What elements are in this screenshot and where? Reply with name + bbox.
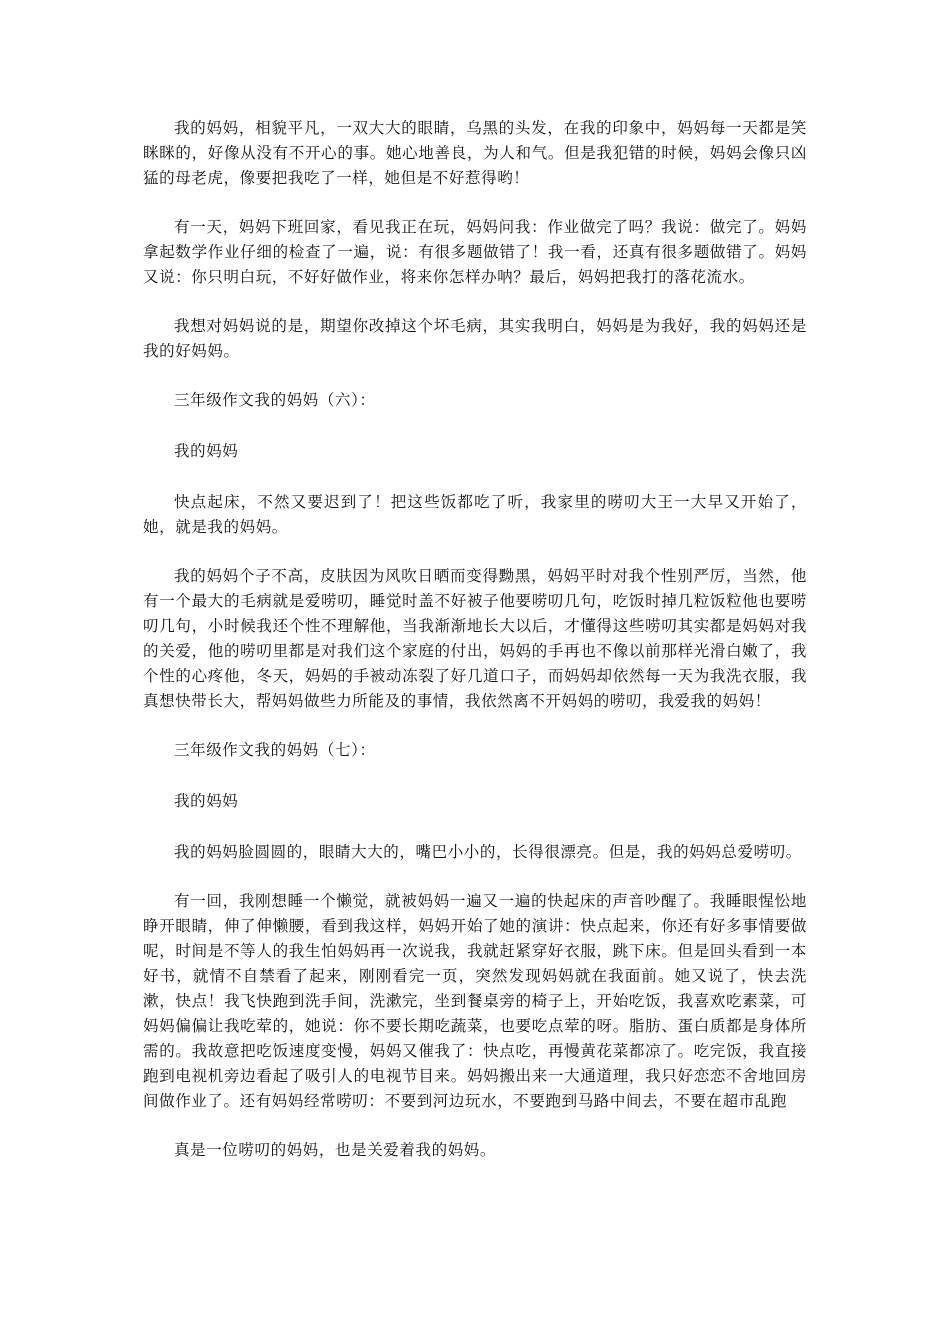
- document-page: [143, 116, 807, 1187]
- essay-title-seven: 我的妈妈: [174, 792, 239, 810]
- paragraph-morning-story: 有一回，我刚想睡一个懒觉，就被妈妈一遍又一遍的快起床的声音吵醒了。我睡眼惺忪地睁开眼睛，伸了伸懒腰，看到我这样，妈妈开始了她的演讲：快点起来，你还有好多事情要做呢，时间是不等人的我生怕妈妈再一次说我，我就赶紧穿好衣服，跳下床。但是回头看到一本好书，就情不自禁看了起来，刚刚看完一页，突然发现妈妈就在我面前。她又说了，快去洗漱，快点！我飞快跑到洗手间，洗漱完，坐到餐桌旁的椅子上，开始吃饭，我喜欢吃素菜，可妈妈偏偏让我吃荤的，她说：你不要长期吃蔬菜，也要吃点荤的呀。脂肪、蛋白质都是身体所需的。我故意把吃饭速度变慢，妈妈又催我了：快点吃，再慢黄花菜都凉了。吃完饭，我直接跑到电视机旁边看起了吸引人的电视节目来。妈妈搬出来一大通道理，我只好恋恋不舍地回房间做作业了。还有妈妈经常唠叨：不要到河边玩水，不要跑到马路中间去，不要在超市乱跑: [143, 892, 807, 1110]
- section-heading-six: 三年级作文我的妈妈（六）：: [174, 391, 376, 409]
- paragraph-homework-story: 有一天，妈妈下班回家，看见我正在玩，妈妈问我：作业做完了吗？我说：做完了。妈妈拿起数学作业仔细的检查了一遍，说：有很多题做错了！我一看，还真有很多题做错了。妈妈又说：你只明白玩，不好好做作业，将来你怎样办呐？最后，妈妈把我打的落花流水。: [143, 218, 807, 286]
- paragraph-intro: 我的妈妈，相貌平凡，一双大大的眼睛，乌黑的头发，在我的印象中，妈妈每一天都是笑眯眯的，好像从没有不开心的事。她心地善良，为人和气。但是我犯错的时候，妈妈会像只凶猛的母老虎，像要把我吃了一样，她但是不好惹得哟！: [143, 119, 807, 187]
- essay-title-six: 我的妈妈: [174, 442, 239, 460]
- section-heading-seven: 三年级作文我的妈妈（七）：: [174, 741, 376, 759]
- paragraph-appearance: 我的妈妈脸圆圆的，眼睛大大的，嘴巴小小的，长得很漂亮。但是，我的妈妈总爱唠叨。: [174, 843, 802, 861]
- paragraph-wake-up: 快点起床，不然又要迟到了！把这些饭都吃了听，我家里的唠叨大王一大早又开始了，她，就是我的妈妈。: [143, 493, 807, 536]
- paragraph-nagging-love: 我的妈妈个子不高，皮肤因为风吹日晒而变得黝黑，妈妈平时对我个性别严厉，当然，他有一个最大的毛病就是爱唠叨，睡觉时盖不好被子他要唠叨几句，吃饭时掉几粒饭粒他也要唠叨几句，小时候我还个性不理解他，当我渐渐地长大以后，才懂得这些唠叨其实都是妈妈对我的关爱，他的唠叨里都是对我们这个家庭的付出，妈妈的手再也不像以前那样光滑白嫩了，我个性的心疼他，冬天，妈妈的手被动冻裂了好几道口子，而妈妈却依然每一天为我洗衣服，我真想快带长大，帮妈妈做些力所能及的事情，我依然离不开妈妈的唠叨，我爱我的妈妈！: [143, 567, 807, 710]
- paragraph-wish: 我想对妈妈说的是，期望你改掉这个坏毛病，其实我明白，妈妈是为我好，我的妈妈还是我的好妈妈。: [143, 317, 807, 360]
- paragraph-conclusion: 真是一位唠叨的妈妈，也是关爱着我的妈妈。: [174, 1141, 497, 1159]
